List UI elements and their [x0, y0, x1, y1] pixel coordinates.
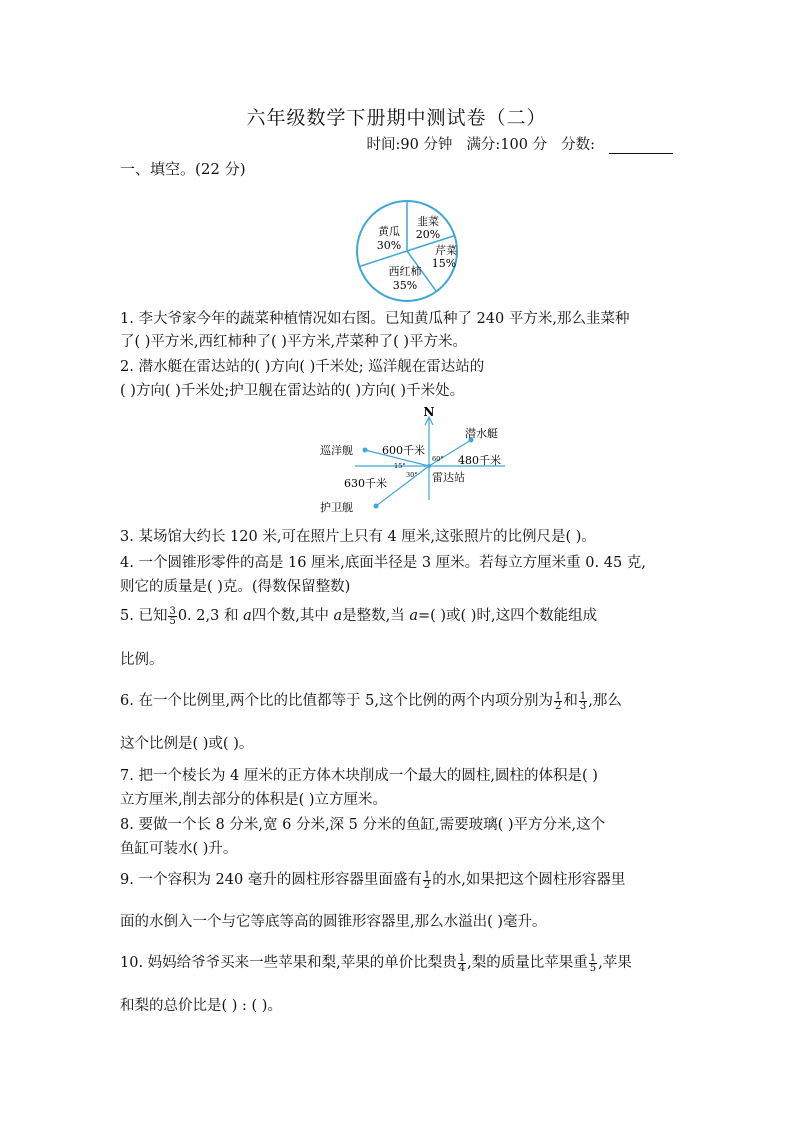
distance-630: 630千米	[344, 477, 387, 490]
submarine-label: 潜水艇	[465, 427, 498, 440]
q10-text-a: 10. 妈妈给爷爷买来一些苹果和梨,苹果的单价比梨贵	[120, 955, 457, 971]
distance-600: 600千米	[382, 444, 425, 457]
question-9-line-2: 面的水倒入一个与它等底等高的圆锥形容器里,那么水溢出( )毫升。	[120, 914, 547, 930]
q6-text-a: 6. 在一个比例里,两个比的比值都等于 5,这个比例的两个内项分别为	[120, 693, 553, 709]
cruiser-label: 巡洋舰	[320, 444, 353, 457]
q9-text-a: 9. 一个容积为 240 毫升的圆柱形容器里面盛有	[120, 872, 422, 888]
slice-label-celery: 芹菜	[435, 244, 457, 257]
q9-text-b: 的水,如果把这个圆柱形容器里	[432, 872, 626, 888]
fraction-one-fifth: $\frac{1}{5}$	[589, 952, 597, 974]
question-10-line-1	[120, 953, 632, 973]
section-heading: 一、填空。(22 分)	[120, 160, 246, 178]
fraction-one-half: $\frac{1}{2}$	[423, 869, 431, 891]
north-label: N	[423, 405, 435, 419]
page-title: 六年级数学下册期中测试卷（二）	[246, 107, 547, 129]
q10-text-c: ,苹果	[598, 955, 632, 971]
frigate-label: 护卫舰	[320, 501, 353, 514]
slice-label-cucumber: 黄瓜	[378, 225, 400, 238]
fraction-one-quarter: $\frac{1}{4}$	[458, 952, 466, 974]
question-1-line-2: 了( )平方米,西红柿种了( )平方米,芹菜种了( )平方米。	[120, 334, 467, 350]
fraction-one-third: $\frac{1}{3}$	[579, 690, 587, 712]
question-1-line-1: 1. 李大爷家今年的蔬菜种植情况如右图。已知黄瓜种了 240 平方米,那么韭菜种	[120, 311, 630, 327]
q6-text-c: ,那么	[588, 693, 622, 709]
fraction-three-fifths: $\frac{3}{5}$	[169, 605, 176, 627]
var-a: a	[333, 608, 343, 624]
angle-15: 15°	[394, 462, 406, 470]
q5-text-c: 四个数,其中	[251, 608, 334, 624]
radar-diagram	[310, 405, 525, 517]
question-2-line-2: ( )方向( )千米处;护卫舰在雷达站的( )方向( )千米处。	[120, 383, 465, 399]
question-6-line-1	[120, 691, 622, 711]
question-2-line-1: 2. 潜水艇在雷达站的( )方向( )千米处; 巡洋舰在雷达站的	[120, 359, 485, 375]
distance-480: 480千米	[458, 454, 501, 467]
angle-30: 30°	[406, 471, 418, 479]
question-4-line-2: 则它的质量是( )克。(得数保留整数)	[120, 579, 351, 595]
var-a: a	[243, 608, 252, 624]
station-point	[427, 464, 431, 468]
slice-value-cucumber: 30%	[376, 239, 402, 252]
cruiser-point	[363, 448, 368, 453]
frigate-point	[374, 504, 379, 509]
slice-value-celery: 15%	[431, 257, 457, 270]
angle-60: 60°	[432, 455, 444, 463]
slice-label-leek: 韭菜	[417, 215, 439, 228]
question-8-line-2: 鱼缸可装水( )升。	[120, 841, 238, 857]
question-7-line-1: 7. 把一个棱长为 4 厘米的正方体木块削成一个最大的圆柱,圆柱的体积是( )	[120, 768, 598, 784]
var-a: a	[409, 608, 418, 624]
question-3: 3. 某场馆大约长 120 米,可在照片上只有 4 厘米,这张照片的比例尺是( )。	[120, 529, 596, 545]
time-label: 时间:90 分钟	[366, 137, 453, 153]
q5-text-a: 5. 已知	[120, 608, 168, 624]
q6-text-b: 和	[563, 693, 578, 709]
q5-text-d: 是整数,当	[342, 608, 410, 624]
question-6-line-2: 这个比例是( )或( )。	[120, 736, 254, 752]
slice-value-tomato: 35%	[392, 279, 418, 292]
q5-text-e: =( )或( )时,这四个数能组成	[417, 608, 598, 624]
score-blank[interactable]	[609, 139, 673, 154]
station-label: 雷达站	[432, 471, 465, 484]
question-7-line-2: 立方厘米,削去部分的体积是( )立方厘米。	[120, 792, 388, 808]
q5-text-b: 0. 2,3 和	[177, 608, 244, 624]
vegetable-pie-chart	[355, 198, 467, 304]
exam-info	[352, 133, 673, 154]
q10-text-b: ,梨的质量比苹果重	[467, 955, 588, 971]
slice-value-leek: 20%	[415, 228, 441, 241]
question-4-line-1: 4. 一个圆锥形零件的高是 16 厘米,底面半径是 3 厘米。若每立方厘米重 0. 45 克,	[120, 555, 646, 571]
question-9-line-1	[120, 870, 625, 890]
question-10-line-2: 和梨的总价比是( ) : ( )。	[120, 998, 282, 1014]
fraction-one-half: $\frac{1}{2}$	[555, 690, 562, 712]
score-label: 分数:	[561, 137, 673, 153]
question-5-line-1	[120, 606, 597, 626]
slice-label-tomato: 西红柿	[388, 265, 422, 278]
question-8-line-1: 8. 要做一个长 8 分米,宽 6 分米,深 5 分米的鱼缸,需要玻璃( )平方分米,这个	[120, 817, 606, 833]
question-5-line-2: 比例。	[120, 652, 164, 668]
full-score-label: 满分:100 分	[466, 137, 548, 153]
